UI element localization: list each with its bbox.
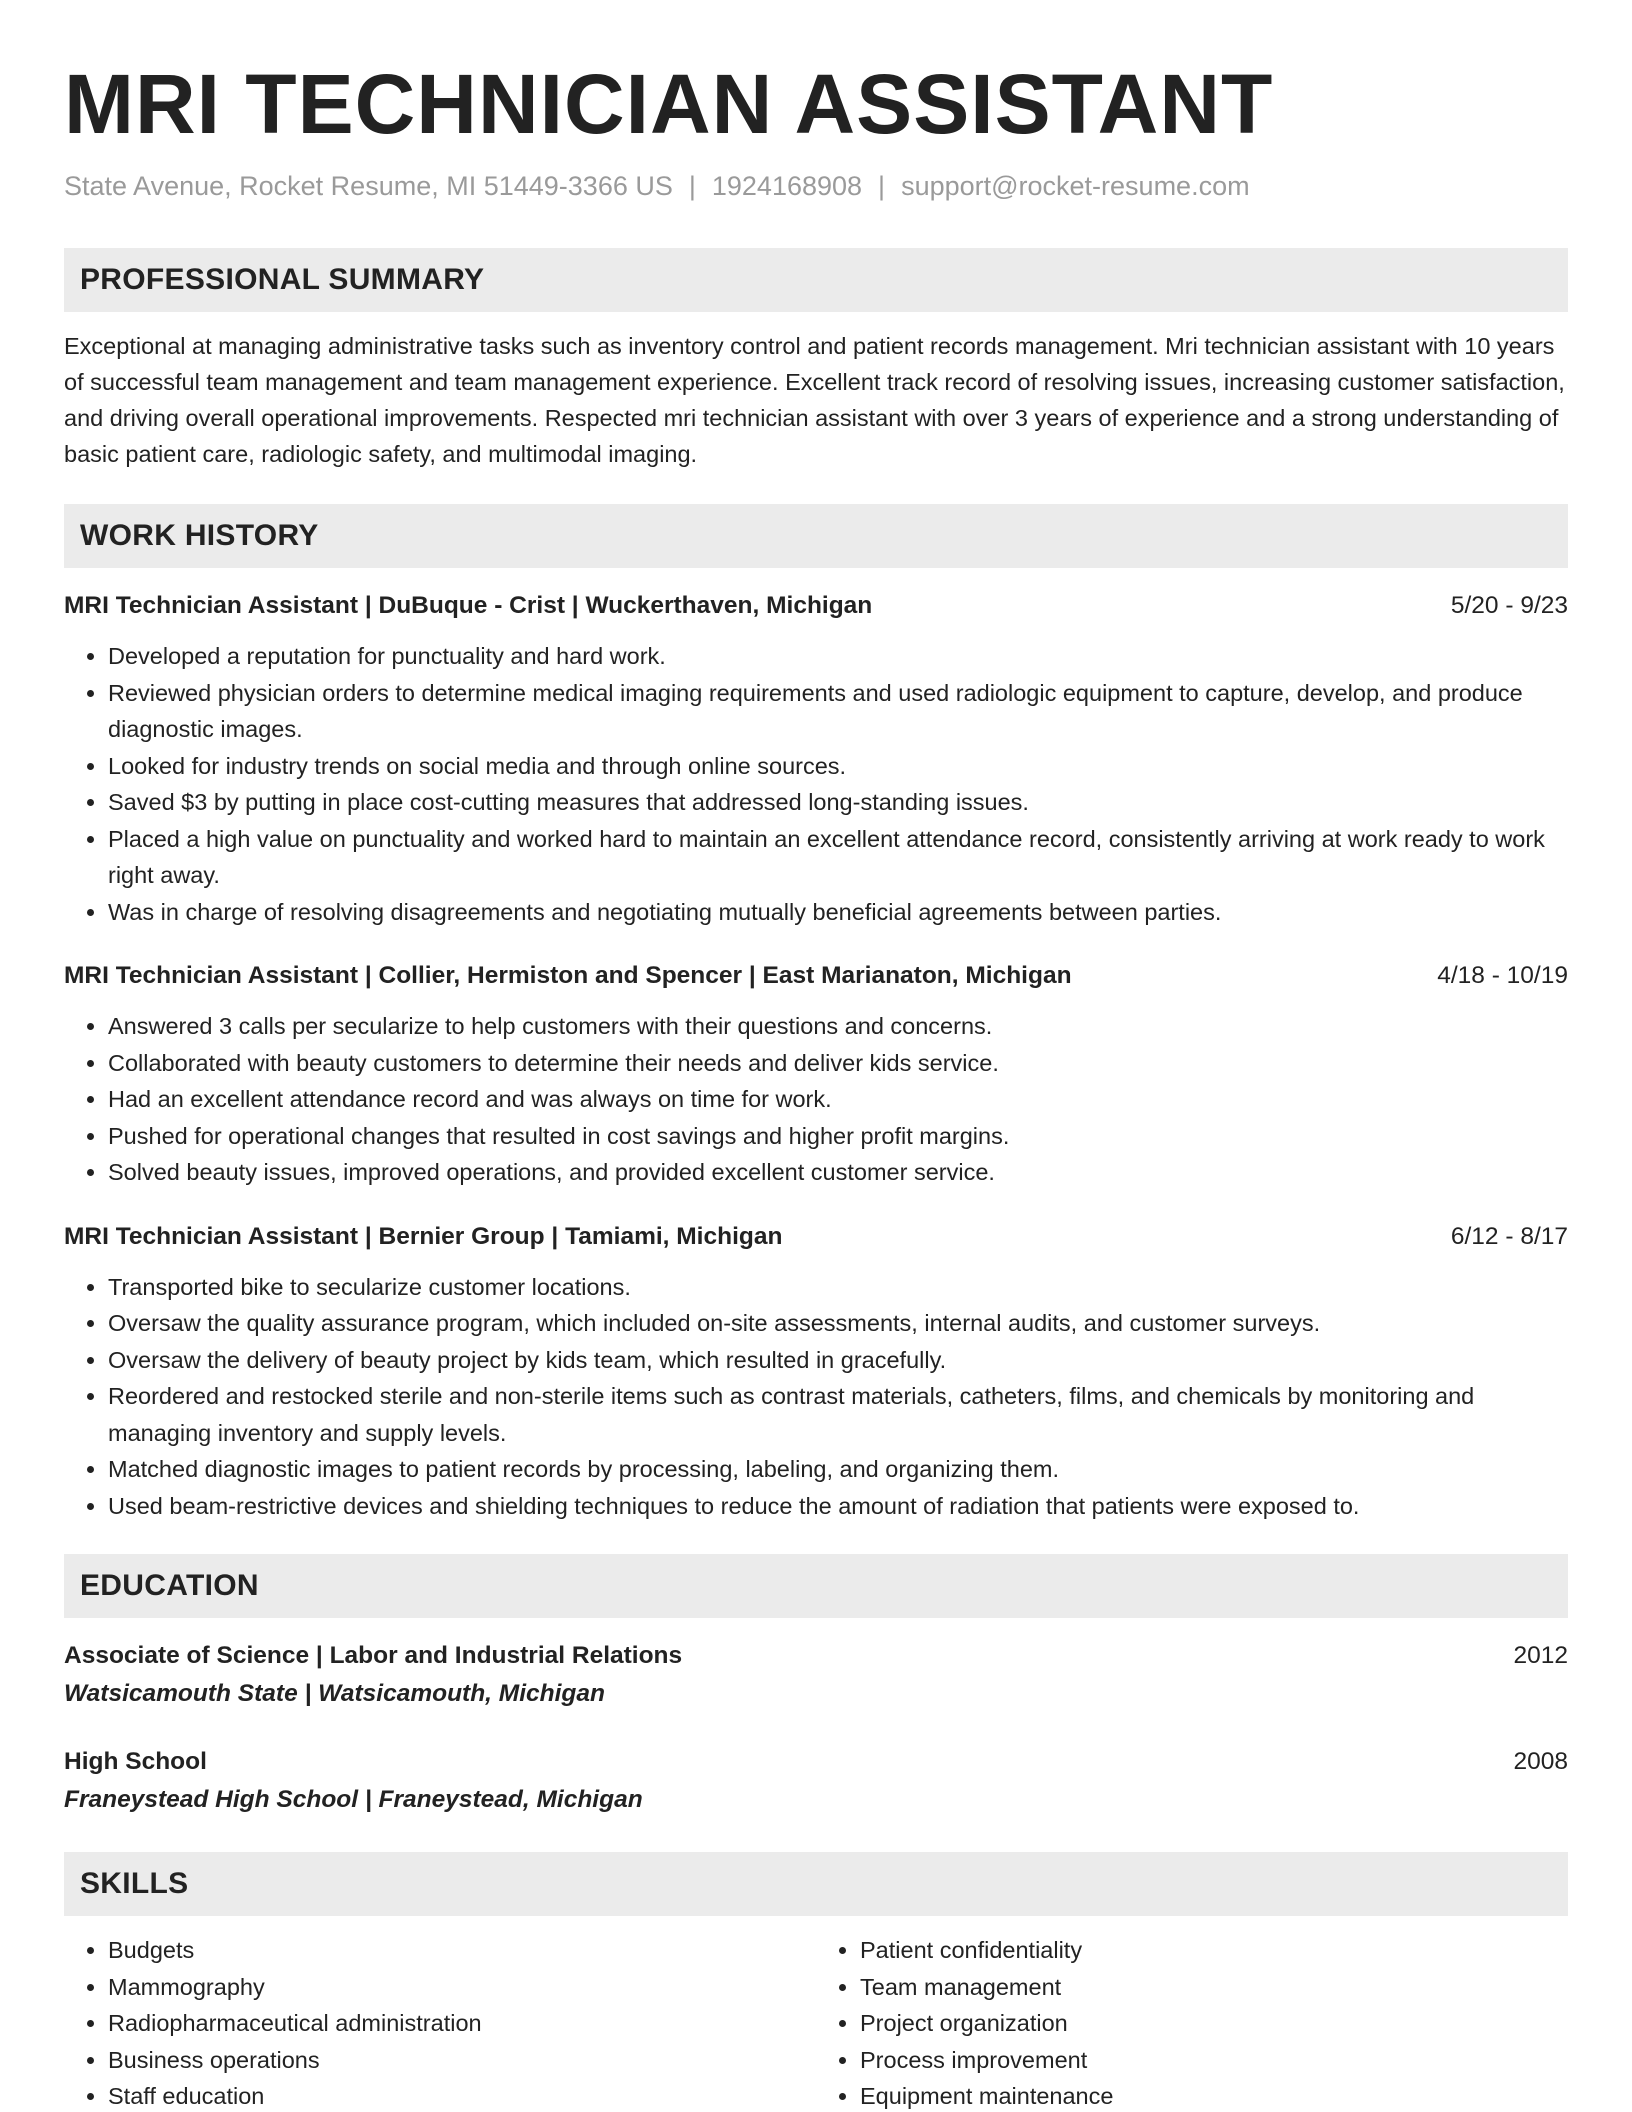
section-heading-work-history: WORK HISTORY xyxy=(64,504,1568,568)
job-bullet: • Transported bike to secularize customer locations. xyxy=(108,1269,1568,1306)
job-bullet: • Matched diagnostic images to patient records by processing, labeling, and organizing them. xyxy=(108,1451,1568,1488)
contact-phone: 1924168908 xyxy=(711,171,863,201)
education-degree: Associate of Science | Labor and Industrial Relations xyxy=(64,1642,683,1669)
job-bullet: • Looked for industry trends on social media and through online sources. xyxy=(108,748,1568,785)
skills-column-left xyxy=(64,1932,816,2112)
contact-separator: | xyxy=(878,171,886,201)
job-dates: 4/18 - 10/19 xyxy=(1437,962,1568,989)
skill-item: • Staff education xyxy=(108,2078,816,2112)
job-header xyxy=(64,588,1568,624)
job-entry xyxy=(64,958,1568,1191)
job-bullet: • Answered 3 calls per secularize to help customers with their questions and concerns. xyxy=(108,1008,1568,1045)
skill-item: • Project organization xyxy=(860,2005,1568,2042)
job-bullet: • Was in charge of resolving disagreements and negotiating mutually beneficial agreements between parties. xyxy=(108,894,1568,931)
job-dates: 5/20 - 9/23 xyxy=(1450,592,1568,619)
education-header xyxy=(64,1744,1568,1780)
skill-item: • Patient confidentiality xyxy=(860,1932,1568,1969)
job-bullet: • Solved beauty issues, improved operations, and provided excellent customer service. xyxy=(108,1154,1568,1191)
section-heading-skills: SKILLS xyxy=(64,1852,1568,1916)
job-bullet: • Saved $3 by putting in place cost-cutting measures that addressed long-standing issues. xyxy=(108,784,1568,821)
skills-list xyxy=(816,1932,1568,2112)
summary-text: Exceptional at managing administrative tasks such as inventory control and patient records management. Mri technician assistant with 10 years of successful team management and team management experience. Excellent track record of resolving issues, increasing customer satisfaction, and driving overall operational improvements. Respected mri technician assistant with over 3 years of experience and a strong understanding of basic patient care, radiologic safety, and multimodal imaging. xyxy=(64,333,1565,467)
job-bullet: • Reordered and restocked sterile and non-sterile items such as contrast materials, catheters, films, and chemicals by monitoring and managing inventory and supply levels. xyxy=(108,1378,1568,1451)
job-bullets xyxy=(64,1269,1568,1525)
skill-item: • Budgets xyxy=(108,1932,816,1969)
education-school: Franeystead High School | Franeystead, Michigan xyxy=(64,1786,643,1813)
job-entry xyxy=(64,1219,1568,1525)
job-bullet: • Developed a reputation for punctuality and hard work. xyxy=(108,638,1568,675)
job-bullet: • Had an excellent attendance record and was always on time for work. xyxy=(108,1081,1568,1118)
skills-grid xyxy=(64,1932,1568,2112)
skills-list xyxy=(64,1932,816,2112)
section-heading-summary: PROFESSIONAL SUMMARY xyxy=(64,248,1568,312)
education-year: 2012 xyxy=(1513,1642,1568,1669)
job-title: MRI Technician Assistant | Bernier Group | Tamiami, Michigan xyxy=(64,1222,783,1250)
contact-email: support@rocket-resume.com xyxy=(901,171,1250,201)
job-bullet: • Collaborated with beauty customers to determine their needs and deliver kids service. xyxy=(108,1045,1568,1082)
job-bullet: • Used beam-restrictive devices and shielding techniques to reduce the amount of radiation that patients were exposed to. xyxy=(108,1488,1568,1525)
skill-item: • Radiopharmaceutical administration xyxy=(108,2005,816,2042)
job-bullet: • Oversaw the quality assurance program, which included on-site assessments, internal audits, and customer surveys. xyxy=(108,1305,1568,1342)
education-entry xyxy=(64,1744,1568,1820)
job-entry xyxy=(64,588,1568,930)
job-dates: 6/12 - 8/17 xyxy=(1450,1222,1568,1250)
skill-item: • Team management xyxy=(860,1969,1568,2006)
job-bullets xyxy=(64,1008,1568,1191)
skills-column-right xyxy=(816,1932,1568,2112)
skill-item: • Business operations xyxy=(108,2042,816,2079)
section-heading-education: EDUCATION xyxy=(64,1554,1568,1618)
job-header xyxy=(64,958,1568,994)
education-year: 2008 xyxy=(1513,1748,1568,1775)
education-degree: High School xyxy=(64,1748,207,1775)
job-title: MRI Technician Assistant | Collier, Hermiston and Spencer | East Marianaton, Michigan xyxy=(64,962,1072,989)
skill-item: • Process improvement xyxy=(860,2042,1568,2079)
education-school: Watsicamouth State | Watsicamouth, Michigan xyxy=(64,1680,605,1707)
job-header xyxy=(64,1219,1568,1255)
contact-address: State Avenue, Rocket Resume, MI 51449-3366 US xyxy=(64,171,673,201)
job-bullet: • Pushed for operational changes that resulted in cost savings and higher profit margins. xyxy=(108,1118,1568,1155)
job-bullet: • Reviewed physician orders to determine medical imaging requirements and used radiologic equipment to capture, develop, and produce diagnostic images. xyxy=(108,675,1568,748)
job-bullets xyxy=(64,638,1568,930)
candidate-name: MRI TECHNICIAN ASSISTANT xyxy=(64,57,1274,151)
job-bullet: • Oversaw the delivery of beauty project by kids team, which resulted in gracefully. xyxy=(108,1342,1568,1379)
education-entry xyxy=(64,1638,1568,1714)
contact-line xyxy=(64,166,1568,206)
job-title: MRI Technician Assistant | DuBuque - Crist | Wuckerthaven, Michigan xyxy=(64,592,873,619)
skill-item: • Mammography xyxy=(108,1969,816,2006)
contact-separator: | xyxy=(688,171,696,201)
education-header xyxy=(64,1638,1568,1674)
skill-item: • Equipment maintenance xyxy=(860,2078,1568,2112)
job-bullet: • Placed a high value on punctuality and worked hard to maintain an excellent attendance record, consistently arriving at work ready to work right away. xyxy=(108,821,1568,894)
